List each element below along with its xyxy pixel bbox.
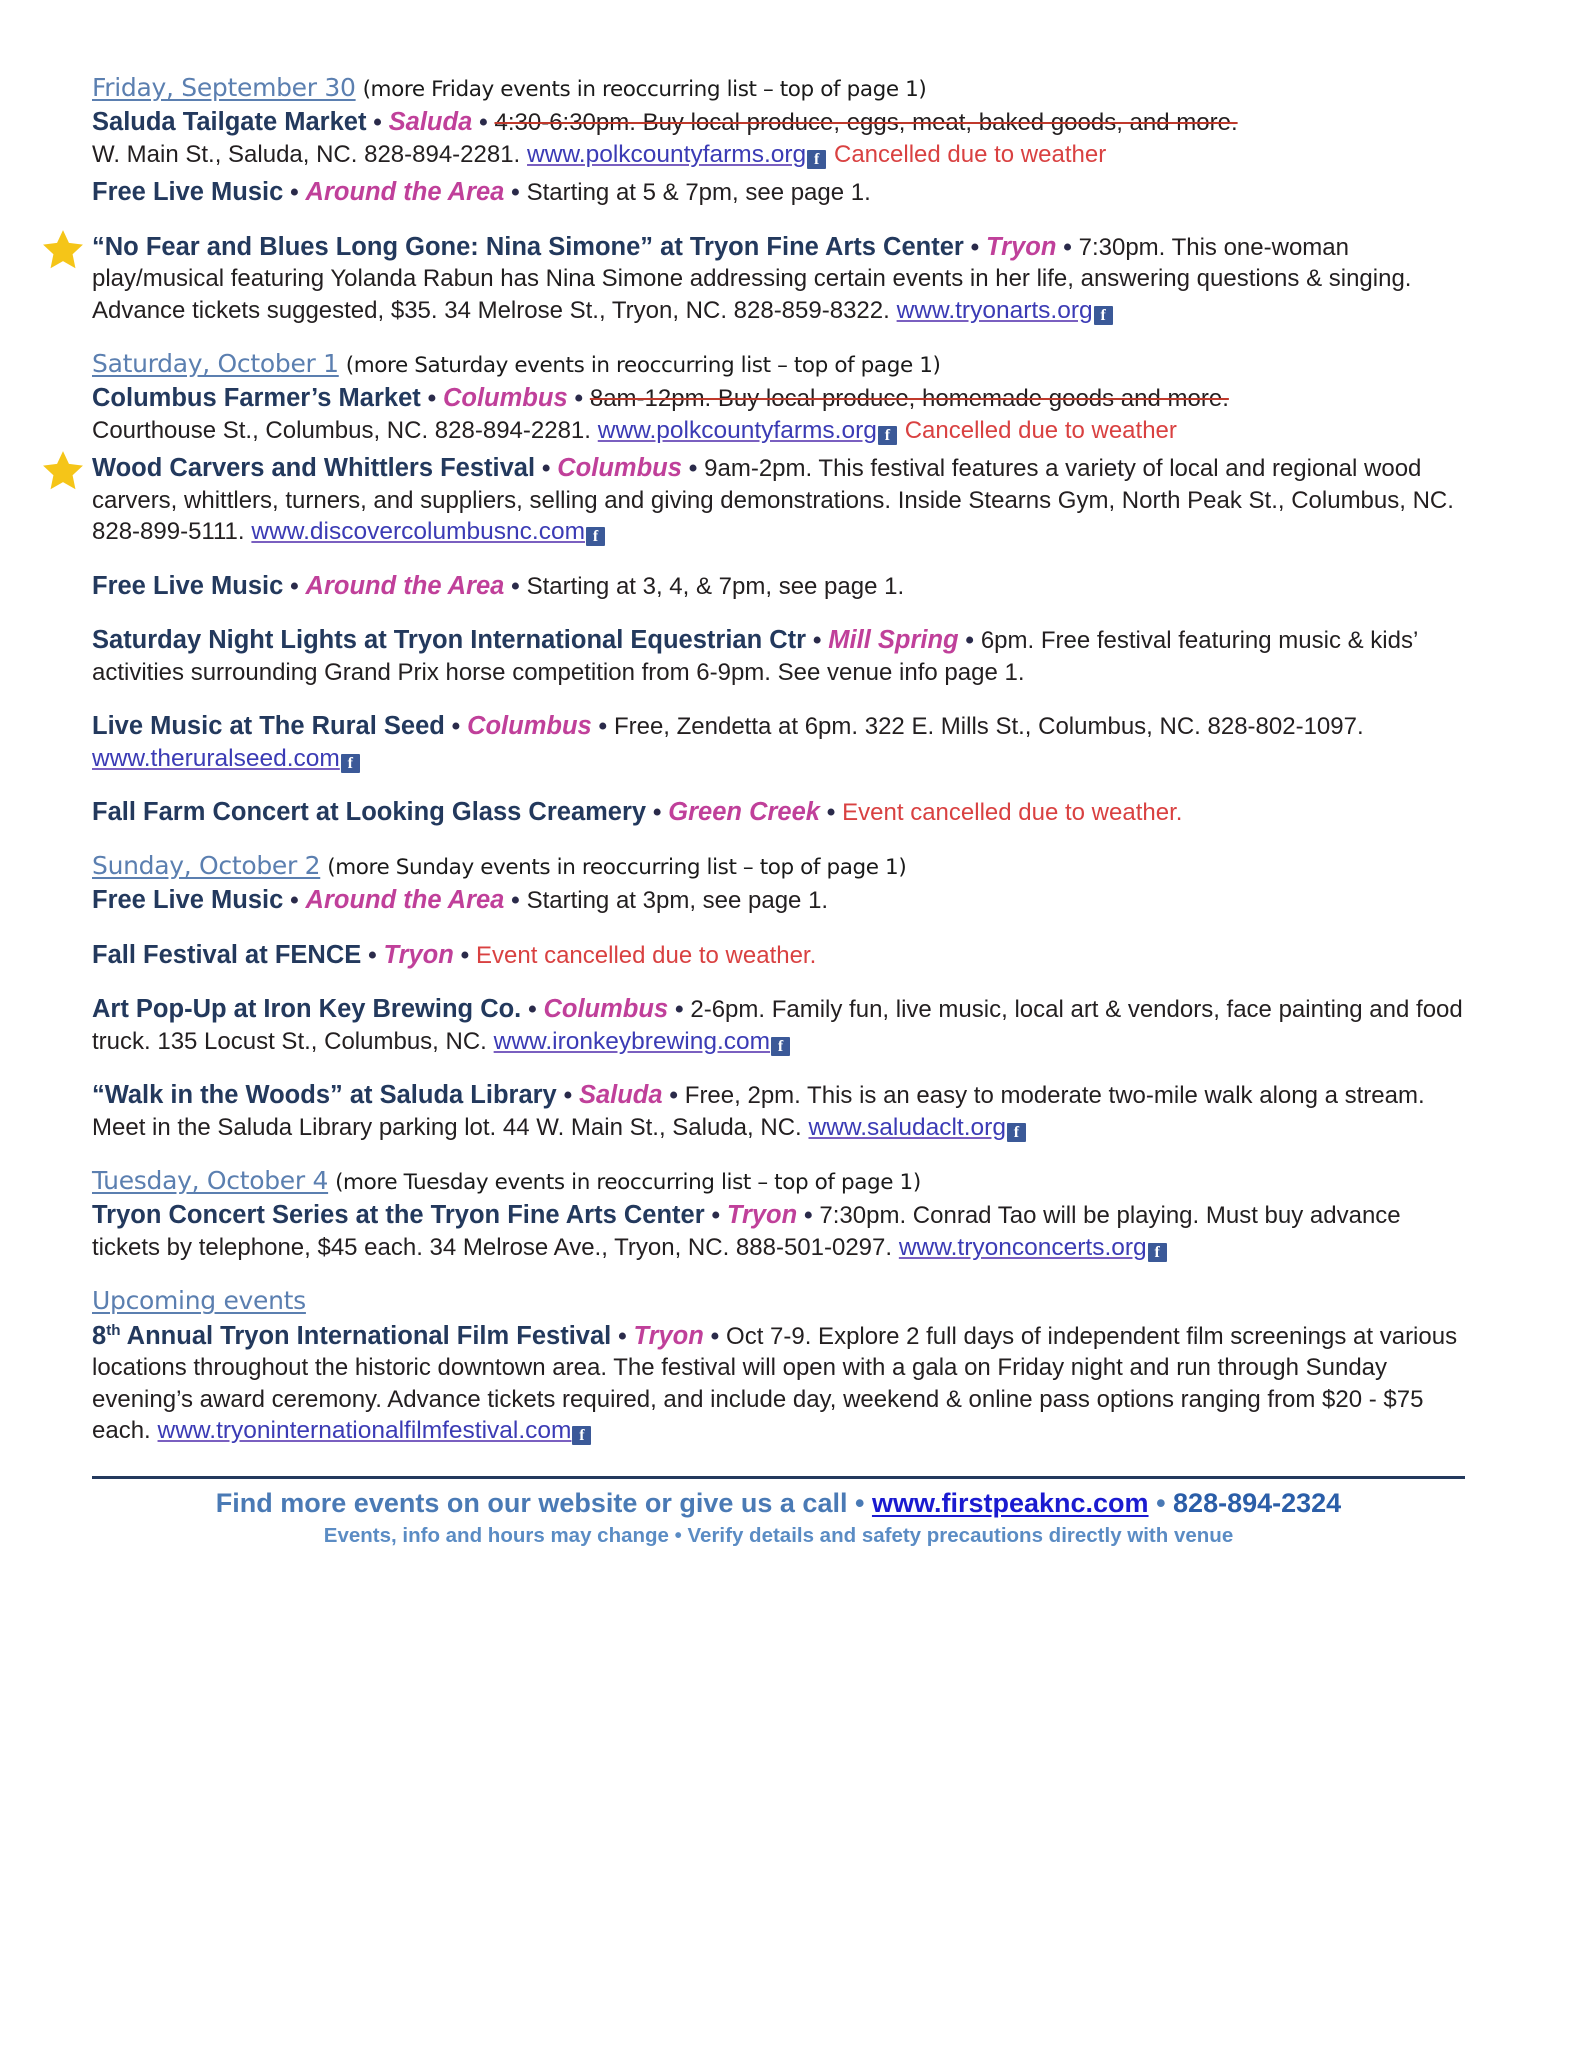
facebook-icon[interactable]: f (341, 754, 360, 773)
event-cancel-note: Cancelled due to weather (904, 416, 1177, 444)
facebook-icon[interactable]: f (1007, 1123, 1026, 1142)
star-icon (40, 448, 86, 494)
event-title: Art Pop-Up at Iron Key Brewing Co. (92, 995, 522, 1024)
separator-bullet: • (668, 996, 691, 1024)
footer-bullet: • (1156, 1488, 1166, 1519)
event-cancel-note: Cancelled due to weather (834, 140, 1107, 168)
event-link[interactable]: www.tryonarts.org (896, 296, 1093, 324)
separator-bullet: • (1063, 233, 1079, 261)
separator-bullet: • (652, 798, 669, 826)
day-heading-label: Sunday, October 2 (92, 851, 321, 881)
event-title: Fall Farm Concert at Looking Glass Creamery (92, 797, 647, 826)
event-free-live-music-friday (92, 176, 1465, 208)
separator-bullet: • (290, 572, 306, 600)
event-town: Columbus (543, 995, 669, 1024)
event-town: Mill Spring (828, 626, 959, 655)
separator-bullet: • (669, 1082, 685, 1110)
event-title: Live Music at The Rural Seed (92, 712, 445, 741)
event-town: Columbus (467, 712, 592, 741)
event-town: Around the Area (305, 886, 505, 915)
event-town: Columbus (557, 454, 682, 483)
separator-bullet: • (511, 572, 527, 600)
separator-bullet: • (710, 1322, 727, 1350)
event-town: Tryon (633, 1321, 704, 1350)
day-heading-sunday (92, 850, 1465, 882)
event-free-live-music-sunday (92, 884, 1465, 916)
separator-bullet: • (373, 109, 389, 137)
event-detail: Free, Zendetta at 6pm. 322 E. Mills St., Columbus, NC. 828-802-1097. (613, 713, 1364, 741)
event-title: Tryon Concert Series at the Tryon Fine Arts Center (92, 1201, 705, 1230)
day-heading-saturday (92, 348, 1465, 380)
event-wood-carvers-festival (92, 452, 1465, 547)
facebook-icon[interactable]: f (572, 1426, 591, 1445)
separator-bullet: • (812, 627, 829, 655)
event-town: Tryon (986, 232, 1057, 261)
star-icon (40, 227, 86, 273)
separator-bullet: • (479, 109, 495, 137)
separator-bullet: • (688, 455, 705, 483)
event-link[interactable]: www.polkcountyfarms.org (527, 140, 807, 168)
event-town: Tryon (383, 940, 454, 969)
event-address: W. Main St., Saluda, NC. 828-894-2281. (92, 140, 521, 168)
event-detail: 6pm. Free festival featuring music & kids’ activities surrounding Grand Prix horse competition from 6-9pm. See venue info page 1. (92, 627, 1418, 686)
separator-bullet: • (541, 455, 558, 483)
separator-bullet: • (826, 798, 843, 826)
event-saturday-night-lights (92, 624, 1465, 688)
event-detail: Starting at 5 & 7pm, see page 1. (526, 179, 871, 207)
event-fall-farm-concert (92, 796, 1465, 828)
day-heading-upcoming (92, 1285, 1465, 1317)
event-link[interactable]: www.tryonconcerts.org (898, 1233, 1147, 1261)
event-detail: 2-6pm. Family fun, live music, local art & vendors, face painting and food truck. 135 Locust St., Columbus, NC. (92, 996, 1463, 1055)
event-detail-struck: 8am-12pm. Buy local produce, homemade goods and more. (589, 385, 1229, 413)
separator-bullet: • (563, 1082, 579, 1110)
event-link[interactable]: www.discovercolumbusnc.com (251, 518, 585, 546)
separator-bullet: • (965, 627, 981, 655)
event-walk-in-the-woods (92, 1079, 1465, 1143)
facebook-icon[interactable]: f (878, 426, 897, 445)
facebook-icon[interactable]: f (586, 527, 605, 546)
event-title: Saluda Tailgate Market (92, 108, 367, 137)
day-heading-label: Friday, September 30 (92, 73, 356, 102)
event-title: Free Live Music (92, 886, 284, 915)
event-detail: Free, 2pm. This is an easy to moderate two-mile walk along a stream. Meet in the Saluda Library parking lot. 44 W. Main St., Saluda, NC. (92, 1082, 1425, 1141)
footer-bullet: • (854, 1488, 865, 1519)
day-heading-label: Saturday, October 1 (92, 349, 339, 379)
event-title-ordinal-suffix: th (106, 1321, 121, 1339)
footer-disclaimer: Events, info and hours may change • Verify details and safety precautions directly with venue (323, 1524, 1234, 1548)
event-tryon-concert-series (92, 1199, 1465, 1263)
separator-bullet: • (427, 385, 443, 413)
separator-bullet: • (618, 1322, 634, 1350)
day-heading-label: Upcoming events (92, 1286, 306, 1316)
separator-bullet: • (804, 1202, 820, 1230)
event-town: Columbus (442, 384, 568, 413)
footer-call-to-action (92, 1487, 1465, 1521)
separator-bullet: • (368, 941, 384, 969)
event-address: Courthouse St., Columbus, NC. 828-894-2281. (92, 416, 591, 444)
footer-lead-text: Find more events on our website or give us a call (215, 1488, 848, 1519)
event-free-live-music-saturday (92, 570, 1465, 602)
event-detail: 9am-2pm. This festival features a variety of local and regional wood carvers, whittlers, turners, and suppliers, selling and giving demonstrations. Inside Stearns Gym, North Peak St., Columbus, NC. 828-899-5111. (92, 455, 1454, 546)
event-town: Saluda (388, 108, 473, 137)
event-cancel-note: Event cancelled due to weather. (476, 941, 817, 969)
event-detail: Oct 7-9. Explore 2 full days of independent film screenings at various locations throughout the historic downtown area. The festival will open with a gala on Friday night and run through Sunday evening’s award ceremony. Advance tickets required, and include day, weekend & online pass options ranging from $20 - $75 each. (92, 1322, 1458, 1445)
event-title: Columbus Farmer’s Market (92, 384, 421, 413)
event-saluda-tailgate (92, 106, 1465, 170)
day-heading-note: (more Sunday events in reoccurring list – top of page 1) (327, 855, 907, 881)
event-link[interactable]: www.saludaclt.org (808, 1113, 1006, 1141)
separator-bullet: • (598, 713, 614, 741)
event-detail: Starting at 3, 4, & 7pm, see page 1. (526, 572, 905, 600)
separator-bullet: • (451, 713, 468, 741)
separator-bullet: • (528, 996, 544, 1024)
day-heading-note: (more Friday events in reoccurring list – top of page 1) (362, 77, 927, 102)
event-title: Saturday Night Lights at Tryon International Equestrian Ctr (92, 626, 807, 655)
event-town: Tryon (726, 1201, 798, 1230)
facebook-icon[interactable]: f (807, 150, 826, 169)
event-tryon-film-festival (92, 1320, 1465, 1447)
event-title: “No Fear and Blues Long Gone: Nina Simone” at Tryon Fine Arts Center (92, 232, 964, 261)
facebook-icon[interactable]: f (1148, 1243, 1167, 1262)
event-town: Around the Area (305, 571, 505, 600)
event-detail: Starting at 3pm, see page 1. (526, 887, 829, 915)
event-art-popup-iron-key (92, 993, 1465, 1057)
event-detail-struck: 4:30-6:30pm. Buy local produce, eggs, meat, baked goods, and more. (494, 109, 1238, 137)
footer-website-link[interactable]: www.firstpeaknc.com (871, 1488, 1149, 1519)
event-title: Annual Tryon International Film Festival (120, 1321, 612, 1350)
separator-bullet: • (970, 233, 987, 261)
event-cancel-note: Event cancelled due to weather. (842, 798, 1183, 826)
event-live-music-rural-seed (92, 710, 1465, 774)
facebook-icon[interactable]: f (771, 1037, 790, 1056)
event-title: Fall Festival at FENCE (92, 940, 362, 969)
event-fall-festival-fence (92, 939, 1465, 971)
separator-bullet: • (511, 179, 527, 207)
event-title: Wood Carvers and Whittlers Festival (92, 454, 536, 483)
day-heading-note: (more Tuesday events in reoccurring list – top of page 1) (335, 1170, 921, 1196)
event-town: Green Creek (668, 797, 820, 826)
event-nina-simone (92, 231, 1465, 326)
event-columbus-farmers-market (92, 382, 1465, 446)
event-detail: 7:30pm. This one-woman play/musical featuring Yolanda Rabun has Nina Simone addressing certain events in her life, answering questions & singing. Advance tickets suggested, $35. 34 Melrose St., Tryon, NC. 828-859-8322. (92, 233, 1412, 324)
event-title: “Walk in the Woods” at Saluda Library (92, 1081, 557, 1110)
footer-phone: 828-894-2324 (1173, 1488, 1342, 1519)
event-title: Free Live Music (92, 571, 284, 600)
separator-bullet: • (290, 887, 306, 915)
event-title-ordinal: 8 (92, 1321, 107, 1350)
event-title: Free Live Music (92, 178, 284, 207)
event-town: Around the Area (305, 178, 505, 207)
day-heading-tuesday (92, 1165, 1465, 1197)
footer-divider (92, 1476, 1465, 1479)
separator-bullet: • (460, 941, 477, 969)
event-link[interactable]: www.theruralseed.com (92, 744, 340, 772)
event-link[interactable]: www.tryoninternationalfilmfestival.com (157, 1417, 572, 1445)
event-link[interactable]: www.polkcountyfarms.org (597, 416, 877, 444)
event-link[interactable]: www.ironkeybrewing.com (493, 1027, 771, 1055)
event-detail: 7:30pm. Conrad Tao will be playing. Must buy advance tickets by telephone, $45 each. 34 Melrose Ave., Tryon, NC. 888-501-0297. (92, 1202, 1401, 1261)
event-town: Saluda (578, 1081, 663, 1110)
separator-bullet: • (711, 1202, 727, 1230)
separator-bullet: • (511, 887, 527, 915)
facebook-icon[interactable]: f (1094, 306, 1113, 325)
separator-bullet: • (290, 179, 306, 207)
day-heading-label: Tuesday, October 4 (92, 1166, 329, 1196)
separator-bullet: • (574, 385, 590, 413)
day-heading-friday (92, 72, 1465, 104)
day-heading-note: (more Saturday events in reoccurring list – top of page 1) (345, 353, 941, 379)
